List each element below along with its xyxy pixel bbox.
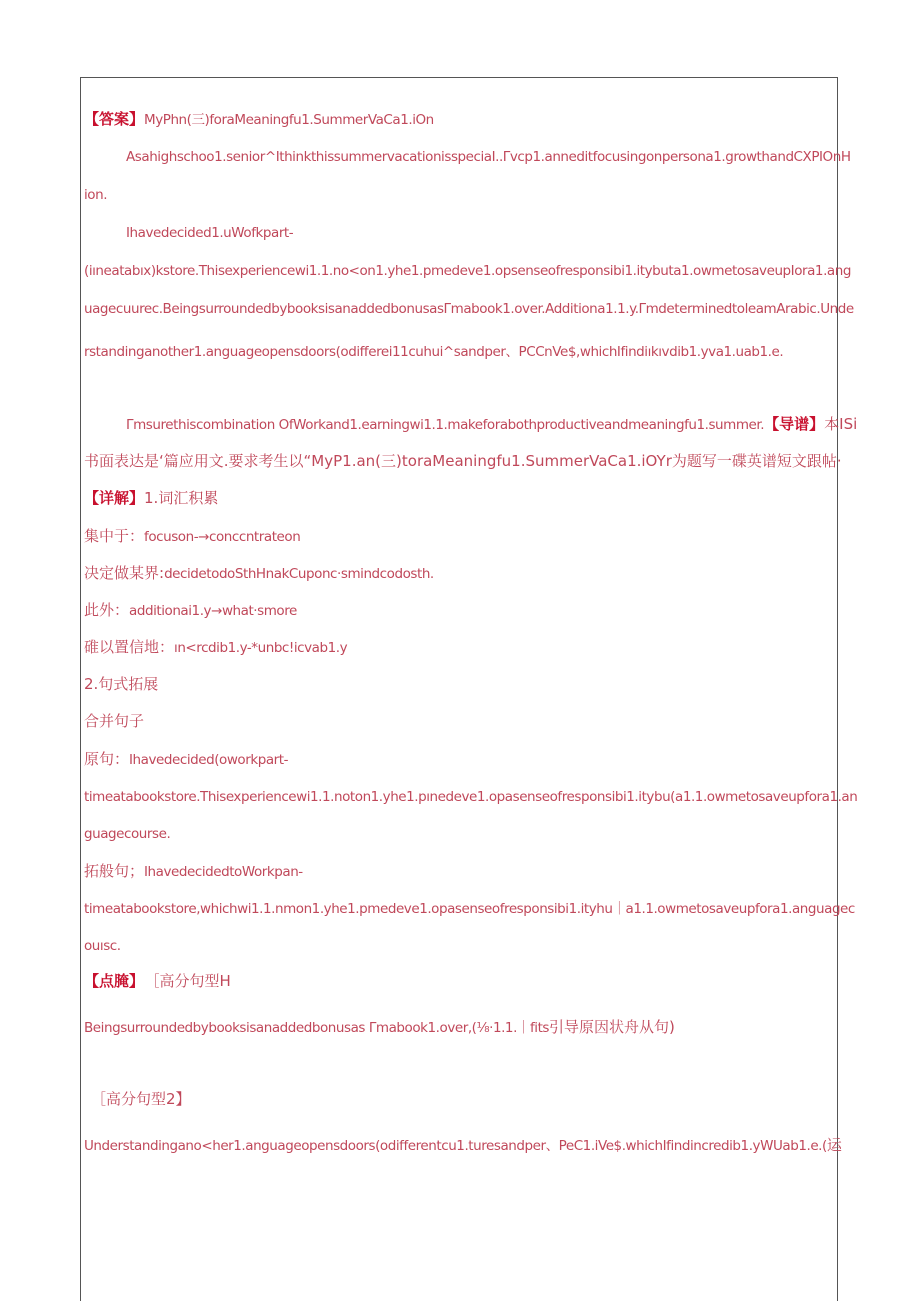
essay-p2-line4: rstandinganother1.anguageopensdoors(odifferei11cuhui^sandper、PCCnVe$,whichIfindiıkıvdib1.yva1.uab1.e. — [84, 344, 784, 360]
ext-text: IhavedecidedtoWorkpan- — [144, 864, 303, 880]
answer-heading — [84, 110, 434, 129]
orig-line2: timeatabookstore.Thisexperiencewi1.1.noton1.yhe1.pınedeve1.opasenseofresponsibi1.itybu(a1.1.owmetosaveupfora1.an — [84, 789, 858, 805]
vocab-en: additionai1.y→what·smore — [129, 603, 297, 619]
ext-line1 — [84, 862, 303, 881]
essay-p3 — [126, 415, 857, 434]
ext-line3: ouısc. — [84, 938, 121, 954]
ext-line2: timeatabookstore,whichwi1.1.nmon1.yhe1.pmedeve1.opasenseofresponsibi1.ityhu｜a1.1.owmetosaveupfora1.anguagec — [84, 901, 855, 917]
vocab-cn: 此外： — [84, 601, 130, 619]
vocab-cn: 决定做某界: — [84, 564, 165, 582]
vocab-cn: 碓以置信地： — [84, 638, 175, 656]
vocab-item — [84, 638, 347, 657]
guide-line2: 书面表达是‘篇应用文.要求考生以“MyP1.an(三)toraMeaningfu1.SummerVaCa1.iOYr为题写一碟英谱短文跟帖· — [84, 452, 842, 470]
essay-p2-line3: uagecuurec.BeingsurroundedbybooksisanaddedbonusasΓmabook1.over.Additiona1.1.y.ΓmdeterminedtoleamArabic.Unde — [84, 301, 854, 317]
highlight-h2: ［高分句型2】 — [91, 1090, 191, 1108]
orig-label: 原句： — [84, 750, 130, 768]
essay-title: MyPhn(三)foraMeaningfu1.SummerVaCa1.iOn — [144, 112, 434, 128]
highlight-s1-cn: 引导原因状舟从句) — [549, 1018, 675, 1036]
vocab-en: ın<rcdib1.y-*unbc!icvab1.y — [174, 640, 348, 656]
page-frame — [80, 77, 838, 1301]
guide-text: 本ISi — [824, 415, 858, 433]
vocab-en: decidetodoSthHnakCuponc·smindcodosth. — [164, 566, 434, 582]
highlight-s2-en: Understandingano<her1.anguageopensdoors(odifferentcu1.turesandper、PeC1.iVe$.whichIfindincredib1.yWUab1.e.( — [84, 1138, 827, 1154]
orig-line3: guagecourse. — [84, 826, 171, 842]
merge-label: 合并句子 — [84, 712, 145, 730]
highlight-s1-en: Beingsurroundedbybooksisanaddedbonusas Γmabook1.over,(⅛·1.1.｜fits — [84, 1020, 549, 1036]
essay-p2-line1: Ihavedecided1.uWofkpart- — [126, 225, 294, 241]
essay-p3-text: Γmsurethiscombination OfWorkand1.earningwi1.1.makeforabothproductiveandmeaningfu1.summer. — [126, 417, 765, 433]
ext-label: 拓般句； — [84, 862, 145, 880]
vocab-cn: 集中于： — [84, 527, 145, 545]
highlight-h1: ［高分句型H — [152, 972, 231, 990]
vocab-item — [84, 601, 297, 620]
answer-tag: 【答案】 — [84, 110, 145, 128]
essay-p2-line2: (iıneatabıx)kstore.Thisexperiencewi1.1.no<on1.yhe1.pmedeve1.opsenseofresponsibi1.itybuta1.owmetosaveupIora1.ang — [84, 263, 851, 279]
highlight-heading — [84, 972, 231, 991]
highlight-sentence-2 — [84, 1136, 842, 1155]
highlight-tag: 【点腌】 — [84, 972, 145, 990]
highlight-s2-cn: 运 — [826, 1136, 842, 1154]
guide-tag: 【导谱】 — [764, 415, 825, 433]
orig-text: Ihavedecided(oworkpart- — [129, 752, 289, 768]
vocab-item — [84, 527, 300, 546]
vocab-item — [84, 564, 434, 583]
detail-heading — [84, 489, 218, 508]
detail-tag: 【详解】 — [84, 489, 145, 507]
vocab-section-title: 1.词汇积累 — [144, 489, 219, 507]
sentence-section-title: 2.句式拓展 — [84, 675, 159, 693]
vocab-en: focuson-→conccntrateon — [144, 529, 301, 545]
orig-line1 — [84, 750, 288, 769]
highlight-sentence-1 — [84, 1018, 675, 1037]
essay-p1-line2: ion. — [84, 187, 108, 203]
essay-p1-line1: Asahighschoo1.senior^IthinkthissummervacationisspeciaI..Γvcp1.anneditfocusingonpersona1.growthandCXPIOnH — [126, 149, 851, 165]
